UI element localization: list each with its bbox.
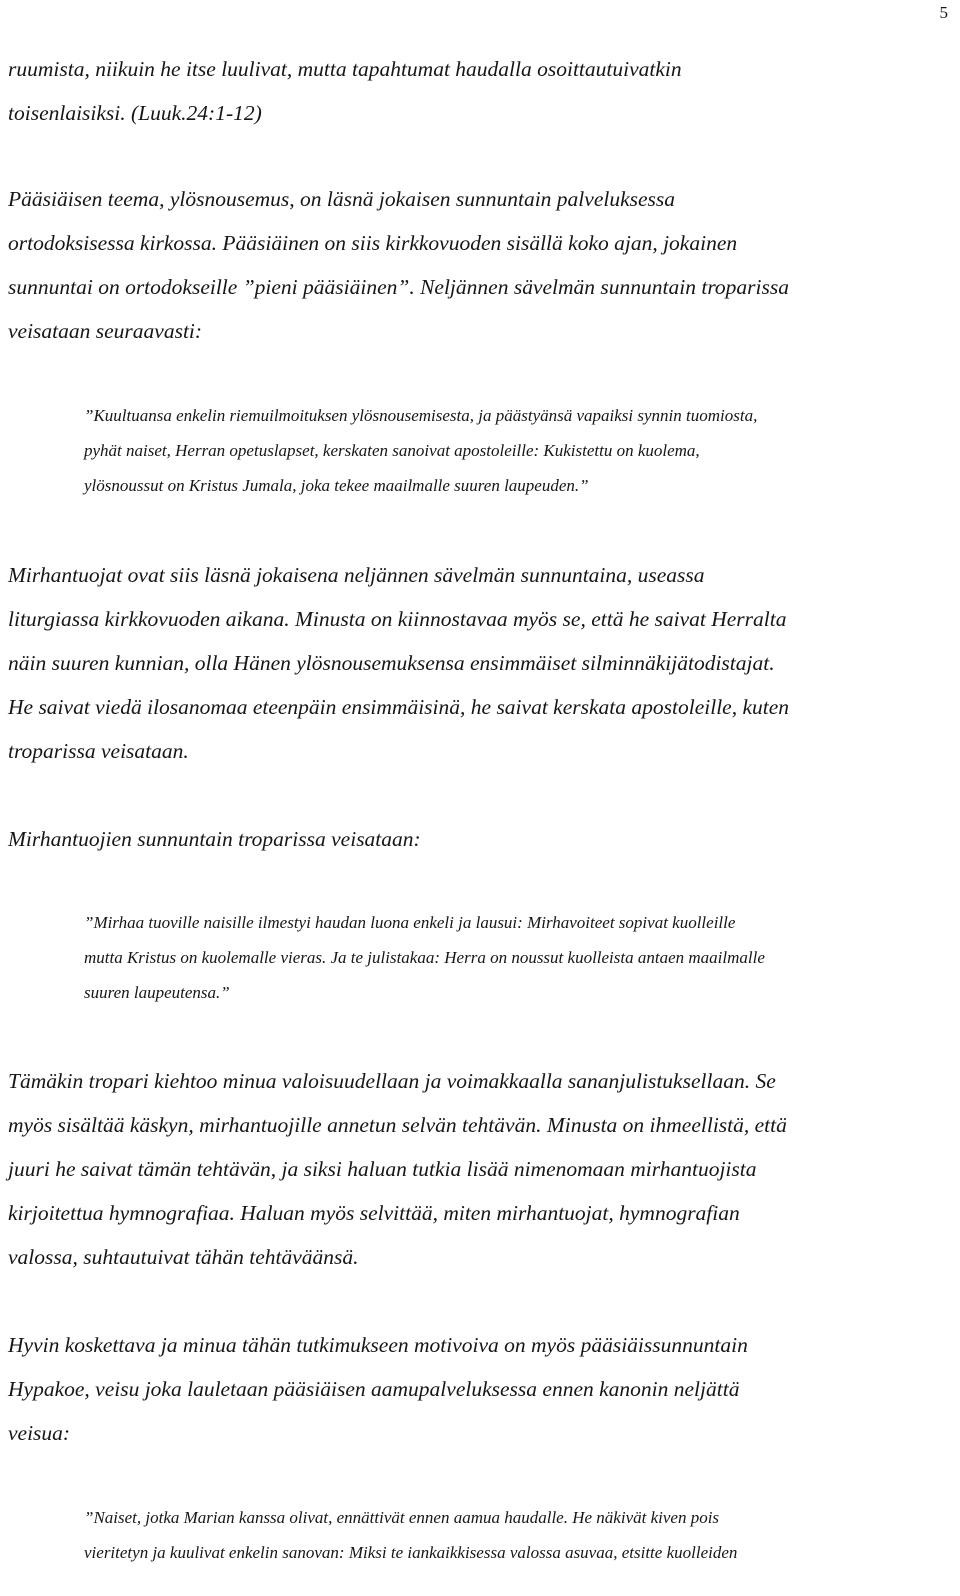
quote-line: mutta Kristus on kuolemalle vieras. Ja te julistakaa: Herra on noussut kuolleista antaen maailmalle — [84, 948, 765, 967]
quote-line: suuren laupeutensa.” — [84, 983, 230, 1002]
troparion-quote-2 — [84, 905, 954, 1010]
paragraph-4 — [8, 817, 958, 861]
page-number: 5 — [939, 3, 948, 22]
quote-line: pyhät naiset, Herran opetuslapset, kerskaten sanoivat apostoleille: Kukistettu on kuolema, — [84, 441, 700, 460]
text-line: valossa, suhtautuivat tähän tehtäväänsä. — [8, 1245, 359, 1269]
text-line: Pääsiäisen teema, ylösnousemus, on läsnä jokaisen sunnuntain palveluksessa — [8, 187, 676, 211]
text-line: liturgiassa kirkkovuoden aikana. Minusta on kiinnostavaa myös se, että he saivat Herralta — [8, 607, 787, 631]
text-line: toisenlaisiksi. (Luuk.24:1-12) — [8, 101, 262, 125]
quote-line: ”Kuultuansa enkelin riemuilmoituksen ylösnousemisesta, ja päästyänsä vapaiksi synnin tuomiosta, — [84, 406, 758, 425]
quote-line: vieritetyn ja kuulivat enkelin sanovan: Miksi te iankaikkisessa valossa asuvaa, etsitte kuolleiden — [84, 1543, 738, 1562]
paragraph-6 — [8, 1323, 958, 1455]
text-line: kirjoitettua hymnografiaa. Haluan myös selvittää, miten mirhantuojat, hymnografian — [8, 1201, 740, 1225]
text-line: myös sisältää käskyn, mirhantuojille annetun selvän tehtävän. Minusta on ihmeellistä, että — [8, 1113, 787, 1137]
text-line: Mirhantuojat ovat siis läsnä jokaisena neljännen sävelmän sunnuntaina, useassa — [8, 563, 705, 587]
text-line: Hypakoe, veisu joka lauletaan pääsiäisen aamupalveluksessa ennen kanonin neljättä — [8, 1377, 740, 1401]
text-line: He saivat viedä ilosanomaa eteenpäin ensimmäisinä, he saivat kerskata apostoleille, kuten — [8, 695, 790, 719]
text-line: Hyvin koskettava ja minua tähän tutkimukseen motivoiva on myös pääsiäissunnuntain — [8, 1333, 748, 1357]
text-line: troparissa veisataan. — [8, 739, 189, 763]
troparion-quote-1 — [84, 398, 954, 503]
text-line: ortodoksisessa kirkossa. Pääsiäinen on siis kirkkovuoden sisällä koko ajan, jokainen — [8, 231, 738, 255]
text-line: veisua: — [8, 1421, 71, 1445]
text-line: Tämäkin tropari kiehtoo minua valoisuudellaan ja voimakkaalla sananjulistuksellaan. Se — [8, 1069, 776, 1093]
quote-line: ”Mirhaa tuoville naisille ilmestyi haudan luona enkeli ja lausui: Mirhavoiteet sopivat kuolleille — [84, 913, 736, 932]
quote-line: ”Naiset, jotka Marian kanssa olivat, ennättivät ennen aamua haudalle. He näkivät kiven pois — [84, 1508, 720, 1527]
paragraph-2 — [8, 177, 958, 353]
text-line: ruumista, niikuin he itse luulivat, mutta tapahtumat haudalla osoittautuivatkin — [8, 57, 682, 81]
text-line: juuri he saivat tämän tehtävän, ja siksi haluan tutkia lisää nimenomaan mirhantuojista — [8, 1157, 757, 1181]
text-line: veisataan seuraavasti: — [8, 319, 203, 343]
text-line: Mirhantuojien sunnuntain troparissa veisataan: — [8, 827, 421, 851]
quote-line: ylösnoussut on Kristus Jumala, joka tekee maailmalle suuren laupeuden.” — [84, 476, 589, 495]
hypakoe-quote — [84, 1500, 954, 1570]
text-line: näin suuren kunnian, olla Hänen ylösnousemuksensa ensimmäiset silminnäkijätodistajat. — [8, 651, 775, 675]
text-line: sunnuntai on ortodokseille ”pieni pääsiäinen”. Neljännen sävelmän sunnuntain troparissa — [8, 275, 789, 299]
paragraph-1 — [8, 47, 958, 135]
paragraph-5 — [8, 1059, 958, 1279]
paragraph-3 — [8, 553, 958, 773]
